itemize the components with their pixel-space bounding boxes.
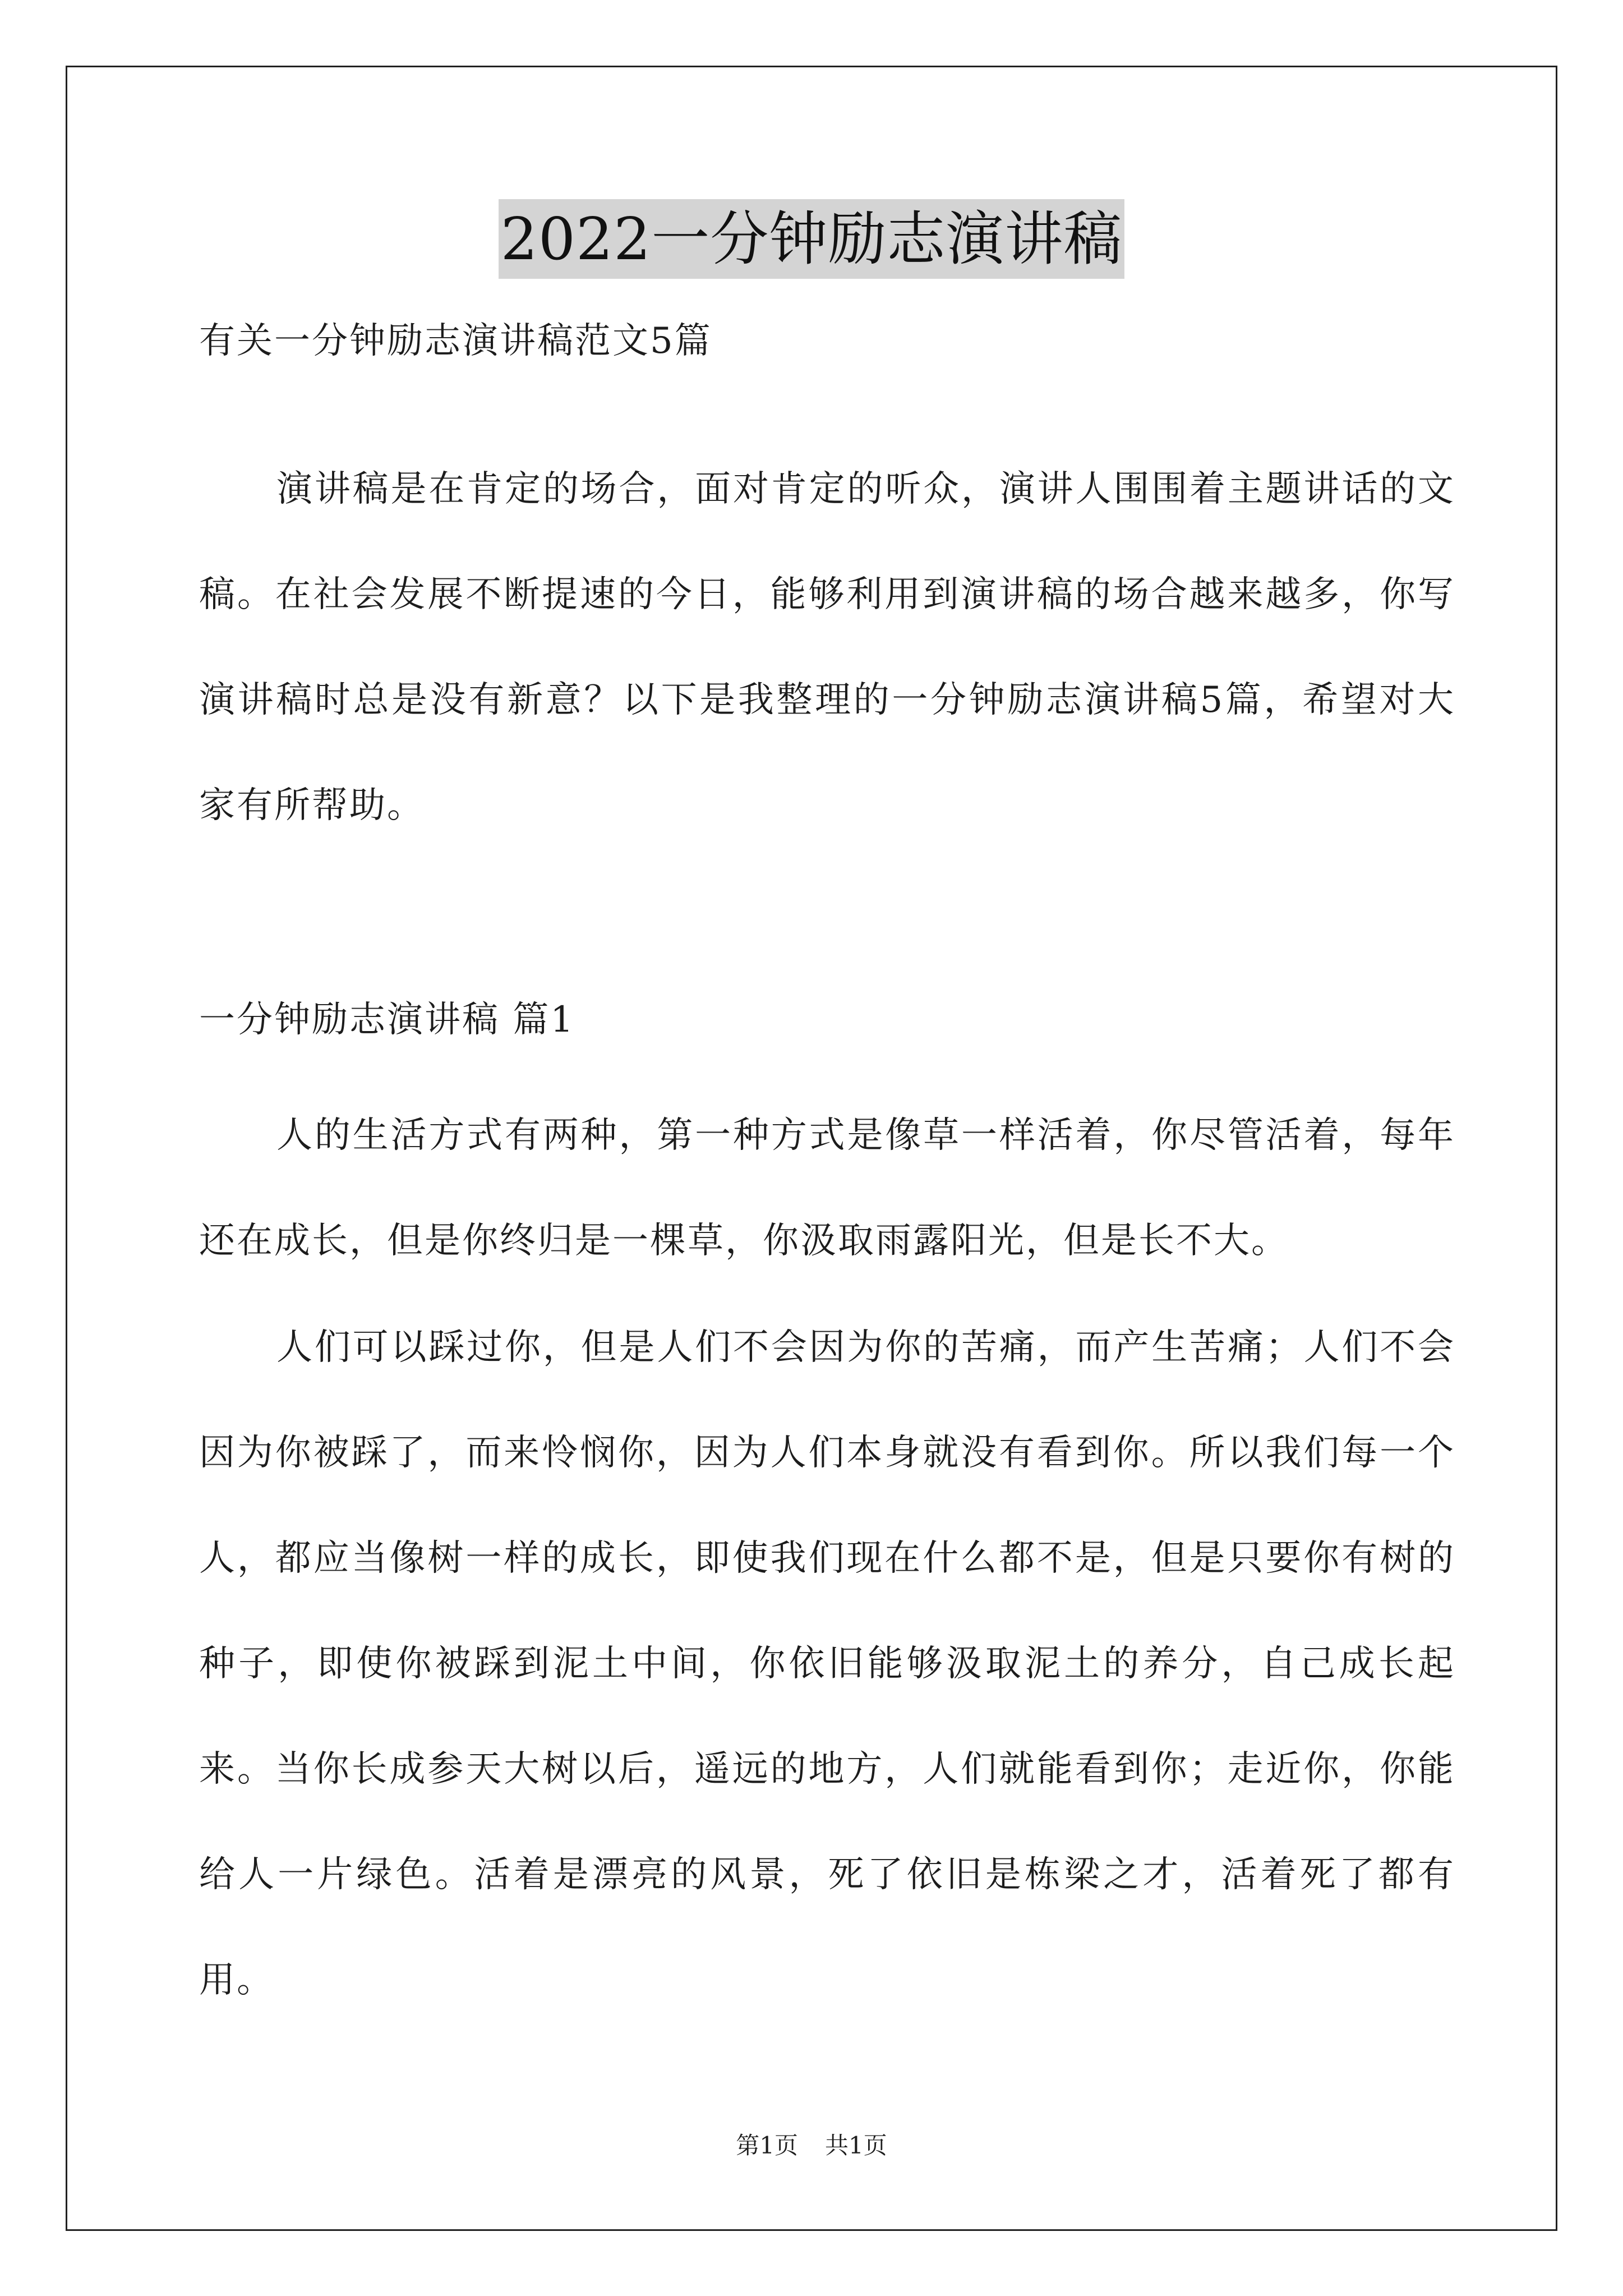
- page-footer: [0, 2129, 1623, 2162]
- title-container: [0, 199, 1623, 279]
- document-title: 2022一分钟励志演讲稿: [499, 199, 1125, 279]
- page-number-current: 第1页: [736, 2132, 798, 2159]
- section-paragraph-2: 人们可以踩过你，但是人们不会因为你的苦痛，而产生苦痛；人们不会因为你被踩了，而来怜悯你，因为人们本身就没有看到你。所以我们每一个人，都应当像树一样的成长，即使我们现在什么都不是，但是只要你有树的种子，即使你被踩到泥土中间，你依旧能够汲取泥土的养分，自己成长起来。当你长成参天大树以后，遥远的地方，人们就能看到你；走近你，你能给人一片绿色。活着是漂亮的风景，死了依旧是栋梁之才，活着死了都有用。: [199, 1327, 1455, 2001]
- section-heading: 一分钟励志演讲稿 篇1: [199, 999, 575, 1041]
- page-number-total: 共1页: [825, 2132, 887, 2159]
- section-paragraph-1: 人的生活方式有两种，第一种方式是像草一样活着，你尽管活着，每年还在成长，但是你终归是一棵草，你汲取雨露阳光，但是长不大。: [199, 1115, 1455, 1262]
- intro-paragraph: 演讲稿是在肯定的场合，面对肯定的听众，演讲人围围着主题讲话的文稿。在社会发展不断提速的今日，能够利用到演讲稿的场合越来越多，你写演讲稿时总是没有新意？以下是我整理的一分钟励志演讲稿5篇，希望对大家有所帮助。: [199, 468, 1455, 826]
- document-subtitle: 有关一分钟励志演讲稿范文5篇: [199, 320, 712, 362]
